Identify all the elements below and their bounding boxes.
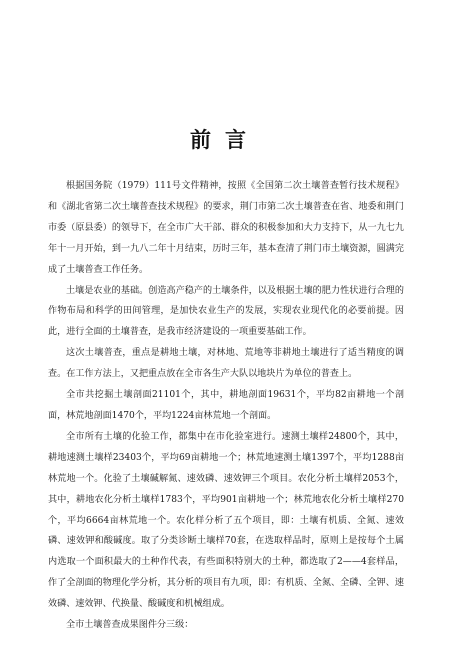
page-title: 前言 xyxy=(190,127,260,152)
paragraph: 全市共挖掘土壤剖面21101个，其中，耕地剖面19631个，平均82亩耕地一个剖面，林荒地剖面1470个，平均1224亩林荒地一个剖面。 xyxy=(48,390,404,421)
paragraph: 土壤是农业的基础。创造高产稳产的土壤条件，以及根据土壤的肥力性状进行合理的作物布局和科学的田间管理，是加快农业生产的发展，实现农业现代化的必要前提。因此，进行全面的土壤普查，是我市经济建设的一项重要基础工作。 xyxy=(48,285,404,338)
paragraph: 根据国务院（1979）111号文件精神，按照《全国第二次土壤普查暂行技术规程》和《湖北省第二次土壤普查技术规程》的要求，荆门市第二次土壤普查在省、地委和荆门市委（原县委）的领导下，在全市广大干部、群众的积极参加和大力支持下，从一九七九年十一月开始，到一九八二年十月结束，历时三年，基本查清了荆门市土壤资源，圆满完成了土壤普查工作任务。 xyxy=(48,181,404,275)
body-text xyxy=(48,176,404,636)
paragraph: 这次土壤普查，重点是耕地土壤，对林地、荒地等非耕地土壤进行了适当精度的调查。在工作方法上，又把重点放在全市各生产大队以地块片为单位的普查上。 xyxy=(48,348,404,380)
paragraph: 全市所有土壤的化验工作，都集中在市化验室进行。速测土壤样24800个，其中，耕地速测土壤样23403个，平均69亩耕地一个；林荒地速测土壤1397个，平均1288亩林荒地一个。化验了土壤碱解氮、速效磷、速效钾三个项目。农化分析土壤样2053个，其中，耕地农化分析土壤样1783个，平均901亩耕地一个；林荒地农化分析土壤样270个，平均6664亩林荒地一个。农化样分析了五个项目，即：土壤有机质、全氮、速效磷、速效钾和酸碱度。取了分类诊断土壤样70套，在选取样品时，原则上是按每个土属内选取一个面积最大的土种作代表，有些面积特别大的土种，都选取了2——4套样品，作了全剖面的物理化学分析，其分析的项目有九项，即：有机质、全氮、全磷、全钾、速效磷、速效钾、代换量、酸碱度和机械组成。 xyxy=(48,431,404,610)
paragraph: 全市土壤普查成果图件分三级： xyxy=(66,620,194,631)
